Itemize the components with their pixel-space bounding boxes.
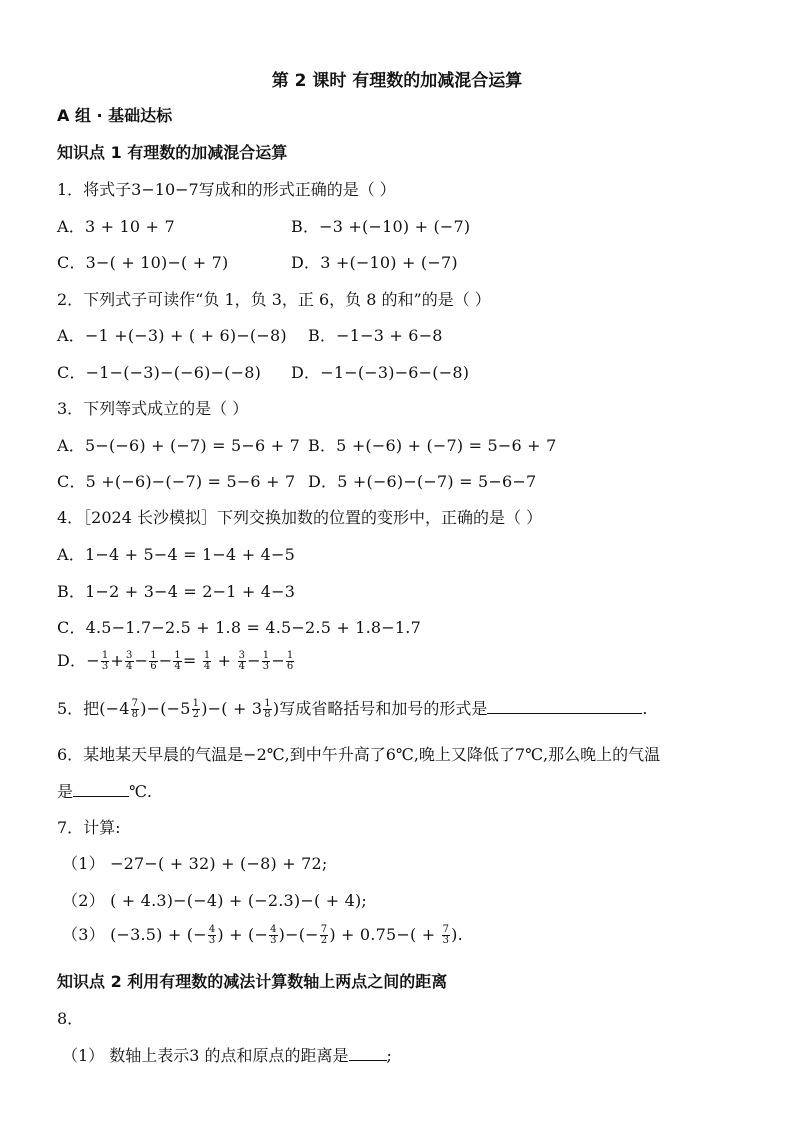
question-6-line-2-suffix: ℃. bbox=[129, 782, 152, 801]
question-4-option-c: C．4.5−1.7−2.5 + 1.8 = 4.5−2.5 + 1.8−1.7 bbox=[57, 618, 421, 637]
question-3-stem: 3．下列等式成立的是（ ） bbox=[57, 399, 249, 418]
question-5-prefix: 5．把 bbox=[57, 699, 100, 718]
question-3-option-a: A．5−(−6) + (−7) = 5−6 + 7 bbox=[57, 436, 300, 455]
question-7-stem: 7．计算: bbox=[57, 818, 121, 837]
page-title: 第 2 课时 有理数的加减混合运算 bbox=[271, 71, 523, 91]
question-7-part-3-label: （3） bbox=[62, 925, 111, 944]
question-5-suffix: 写成省略括号和加号的形式是 bbox=[279, 699, 488, 718]
group-heading: A 组 · 基础达标 bbox=[57, 106, 173, 125]
question-4-stem: 4．［2024 长沙模拟］下列交换加数的位置的变形中，正确的是（ ） bbox=[57, 508, 543, 527]
question-7-part-2: （2） ( + 4.3)−(−4) + (−2.3)−( + 4); bbox=[62, 891, 368, 910]
question-5 bbox=[57, 696, 647, 720]
question-3-option-c: C．5 +(−6)−(−7) = 5−6 + 7 bbox=[57, 472, 296, 491]
question-2-option-c: C．−1−(−3)−(−6)−(−8) bbox=[57, 363, 262, 382]
question-8-part-1 bbox=[62, 1043, 392, 1066]
knowledge-point-1-heading: 知识点 1 有理数的加减混合运算 bbox=[57, 143, 288, 162]
question-1-option-b: B．−3 +(−10) + (−7) bbox=[291, 217, 471, 236]
question-5-expression: (−4 $\frac{7}{8}$ )−(−5 $\frac{1}{2}$ )−( + 3 $\frac{1}{8}$ ) bbox=[99, 698, 280, 720]
knowledge-point-2-heading: 知识点 2 利用有理数的减法计算数轴上两点之间的距离 bbox=[57, 972, 448, 991]
question-1-stem: 1．将式子3−10−7写成和的形式正确的是（ ） bbox=[57, 180, 396, 199]
question-3-option-b: B．5 +(−6) + (−7) = 5−6 + 7 bbox=[308, 436, 557, 455]
question-2-option-b: B．−1−3 + 6−8 bbox=[308, 326, 443, 345]
question-2-stem: 2．下列式子可读作“负 1，负 3，正 6，负 8 的和”的是（ ） bbox=[57, 290, 491, 309]
question-1-option-a: A．3 + 10 + 7 bbox=[57, 217, 175, 236]
question-7-part-3 bbox=[62, 922, 463, 946]
question-4-option-d bbox=[57, 648, 295, 672]
question-5-end: . bbox=[642, 699, 648, 718]
question-7-part-3-expression: (−3.5) + (− $\frac{4}{3}$ ) + (− $\frac{4}{3}$ )−(− $\frac{7}{2}$ ) + 0.75−( + $\frac{7}{3}$ ). bbox=[110, 924, 463, 946]
question-8-part-1-prefix: （1） 数轴上表示3 的点和原点的距离是 bbox=[62, 1046, 349, 1065]
question-4-option-b: B．1−2 + 3−4 = 2−1 + 4−3 bbox=[57, 582, 296, 601]
question-6-line-2-prefix: 是 bbox=[57, 782, 74, 801]
question-2-option-a: A．−1 +(−3) + ( + 6)−(−8) bbox=[57, 326, 287, 345]
question-5-answer-blank[interactable] bbox=[487, 699, 642, 714]
question-2-option-d: D．−1−(−3)−6−(−8) bbox=[291, 363, 470, 382]
question-8-stem: 8． bbox=[57, 1009, 84, 1028]
question-1-option-d: D．3 +(−10) + (−7) bbox=[291, 253, 458, 272]
question-6-line-1: 6．某地某天早晨的气温是−2℃,到中午升高了6℃,晚上又降低了7℃,那么晚上的气温 bbox=[57, 745, 661, 764]
question-6-answer-blank[interactable] bbox=[73, 782, 129, 797]
question-8-answer-blank[interactable] bbox=[349, 1046, 387, 1061]
question-4-option-a: A．1−4 + 5−4 = 1−4 + 4−5 bbox=[57, 545, 295, 564]
question-8-part-1-suffix: ; bbox=[386, 1046, 392, 1065]
question-4-option-d-label: D． bbox=[57, 651, 87, 670]
question-7-part-1: （1） −27−( + 32) + (−8) + 72; bbox=[62, 854, 328, 873]
question-3-option-d: D．5 +(−6)−(−7) = 5−6−7 bbox=[308, 472, 537, 491]
question-6-line-2 bbox=[57, 779, 152, 802]
question-4-option-d-expression: − $\frac{1}{3}$ + $\frac{3}{4}$ − $\frac{1}{6}$ − $\frac{1}{4}$ = $\frac{1}{4}$ + $\frac{3}{4}$ − $\frac{1}{3}$ − $\frac{1}{6}$ bbox=[86, 650, 294, 672]
question-1-option-c: C．3−( + 10)−( + 7) bbox=[57, 253, 229, 272]
